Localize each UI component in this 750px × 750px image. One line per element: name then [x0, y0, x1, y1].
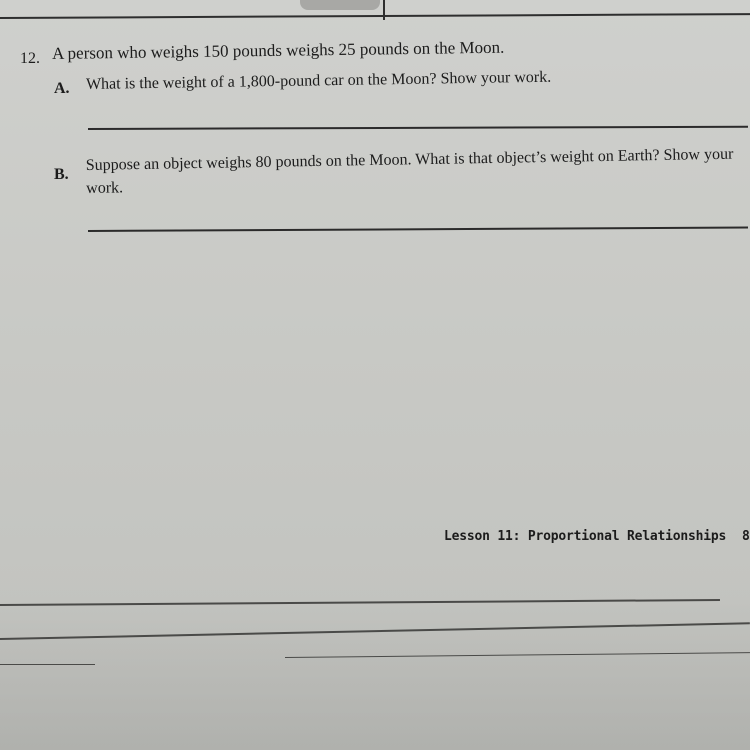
- top-divider: [383, 0, 385, 20]
- question-stem: A person who weighs 150 pounds weighs 25 pounds on the Moon.: [51, 37, 505, 63]
- part-a-answer-line[interactable]: [88, 126, 748, 130]
- part-b-text: Suppose an object weighs 80 pounds on the Moon. What is that object’s weight on Earth? Show your work.: [85, 145, 734, 197]
- part-a-text: What is the weight of a 1,800-pound car on the Moon? Show your work.: [85, 68, 552, 93]
- lesson-footer: Lesson 11: Proportional Relationships: [444, 529, 727, 544]
- page-number-fragment: 8: [742, 529, 750, 544]
- part-a-label: A.: [54, 80, 70, 97]
- part-b-label: B.: [54, 166, 69, 183]
- question-number: 12.: [20, 50, 40, 67]
- previous-question-figure: [300, 0, 380, 10]
- top-rule: [0, 13, 750, 19]
- part-b-answer-line[interactable]: [88, 227, 748, 232]
- page-shadow: [0, 580, 750, 750]
- bottom-rule: [0, 664, 95, 665]
